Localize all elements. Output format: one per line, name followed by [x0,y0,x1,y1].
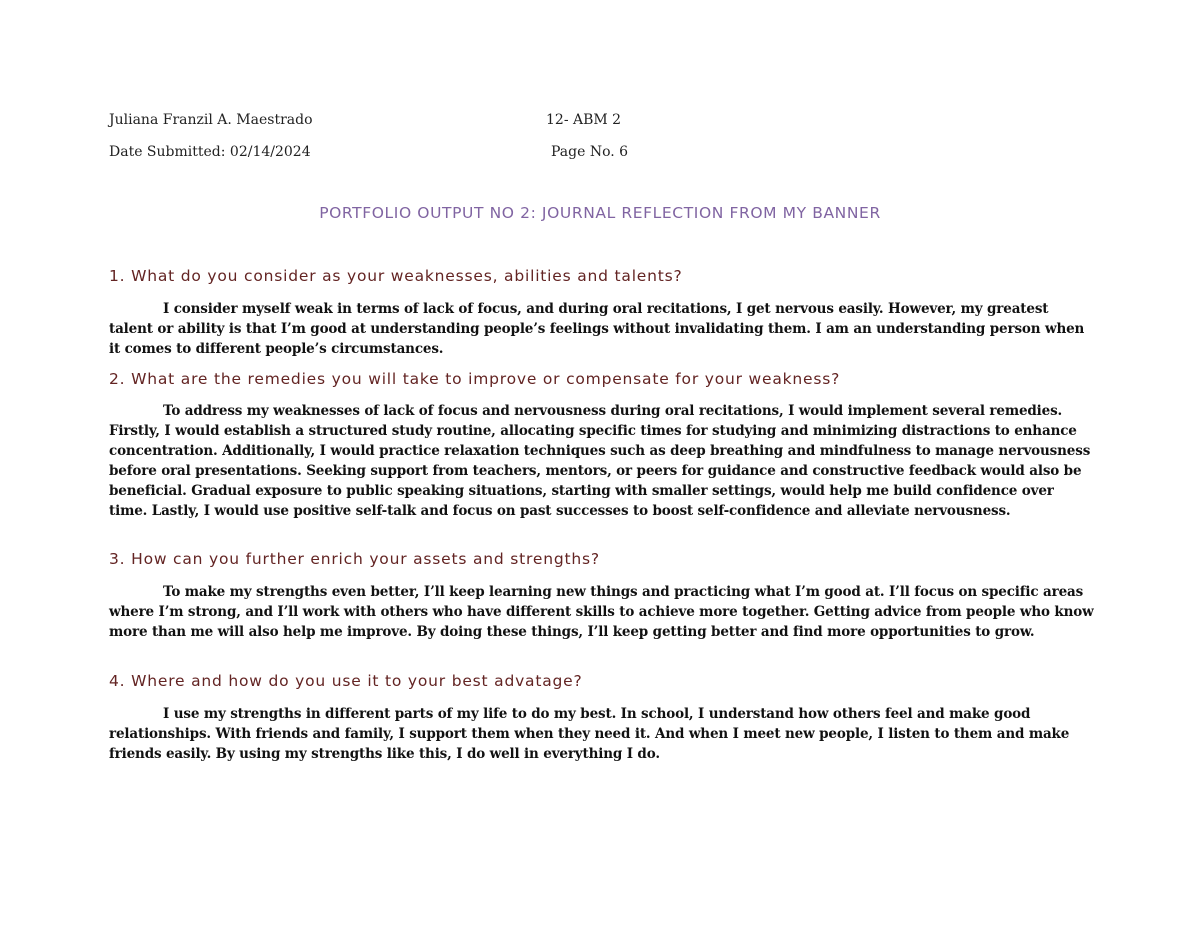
question-heading-2: 2. What are the remedies you will take to improve or compensate for your weakness? [109,370,841,388]
answer-paragraph-1: I consider myself weak in terms of lack of focus, and during oral recitations, I get nervous easily. However, my greatest talent or ability is that I’m good at understanding people’s feelings without invalidating them. I am an understanding person when it comes to different people’s circumstances. [109,301,1085,357]
page-number: Page No. 6 [551,144,629,160]
header-row-1 [109,112,622,128]
date-submitted: Date Submitted: 02/14/2024 [109,144,311,160]
question-heading-4: 4. Where and how do you use it to your best advatage? [109,672,583,690]
student-name: Juliana Franzil A. Maestrado [109,112,313,128]
question-heading-1: 1. What do you consider as your weaknesses, abilities and talents? [109,267,683,285]
section-label: 12- ABM 2 [546,112,622,128]
header-row-2 [109,144,629,160]
question-heading-3: 3. How can you further enrich your assets and strengths? [109,550,600,568]
answer-paragraph-4: I use my strengths in different parts of my life to do my best. In school, I understand how others feel and make good relationships. With friends and family, I support them when they need it. And when I meet new people, I listen to them and make friends easily. By using my strengths like this, I do well in everything I do. [109,706,1070,762]
document-title: PORTFOLIO OUTPUT NO 2: JOURNAL REFLECTION FROM MY BANNER [319,204,881,222]
answer-paragraph-2: To address my weaknesses of lack of focus and nervousness during oral recitations, I would implement several remedies. Firstly, I would establish a structured study routine, allocating specific times for studying and minimizing distractions to enhance concentration. Additionally, I would practice relaxation techniques such as deep breathing and mindfulness to manage nervousness before oral presentations. Seeking support from teachers, mentors, or peers for guidance and constructive feedback would also be beneficial. Gradual exposure to public speaking situations, starting with smaller settings, would help me build confidence over time. Lastly, I would use positive self-talk and focus on past successes to boost self-confidence and alleviate nervousness. [109,403,1091,519]
answer-paragraph-3: To make my strengths even better, I’ll keep learning new things and practicing what I’m good at. I’ll focus on specific areas where I’m strong, and I’ll work with others who have different skills to achieve more together. Getting advice from people who know more than me will also help me improve. By doing these things, I’ll keep getting better and find more opportunities to grow. [109,584,1094,640]
